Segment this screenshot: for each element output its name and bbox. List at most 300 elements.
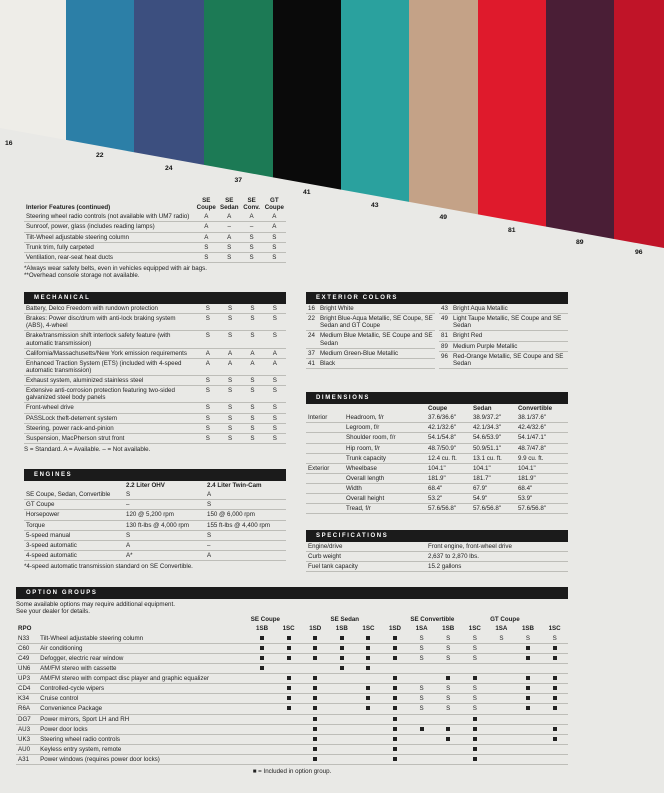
option-intro-2: See your dealer for details. [16, 608, 90, 616]
mechanical-row-cell: S [219, 403, 241, 413]
interior-row-cell: A [195, 232, 218, 242]
mechanical-row-cell: S [264, 386, 286, 403]
option-code: 1SB [442, 625, 455, 633]
included-square-icon [393, 676, 397, 680]
option-mark [515, 663, 542, 673]
swatch-89 [546, 0, 614, 239]
option-mark [515, 744, 542, 754]
dimension-row-cell: 37.6/36.6" [426, 413, 471, 423]
included-square-icon [420, 727, 424, 731]
mechanical-row-cell: Suspension, MacPherson strut front [24, 433, 197, 443]
exterior-colors-right [439, 304, 568, 369]
included-square-icon [393, 646, 397, 650]
included-square-icon [393, 727, 397, 731]
option-mark [515, 694, 542, 704]
option-mark [249, 653, 276, 663]
mechanical-row-cell: S [241, 331, 263, 348]
interior-row-cell: S [263, 242, 286, 252]
engine-row-cell: S [205, 500, 286, 510]
option-code: 1SC [468, 625, 481, 633]
included-square-icon [393, 656, 397, 660]
option-mark [275, 714, 302, 724]
mechanical-row-cell: Extensive anti-corrosion protection featuring two-sided galvanized steel body panels [24, 386, 197, 403]
swatch-number-41: 41 [303, 189, 311, 197]
interior-row-cell: A [241, 212, 263, 222]
included-square-icon [446, 737, 450, 741]
swatch-number-49: 49 [439, 214, 448, 222]
option-rpo: R6A [16, 704, 38, 714]
option-mark [408, 744, 435, 754]
option-mark [515, 724, 542, 734]
dimension-row-cell: 54.6/53.9" [471, 433, 516, 443]
option-groups-section [16, 587, 568, 775]
included-square-icon [287, 636, 291, 640]
mechanical-row [24, 413, 286, 423]
engine-row-cell: Torque [24, 520, 124, 530]
dimension-row-cell [306, 443, 344, 453]
dim-col-sedan: Sedan [472, 405, 492, 412]
engine-row-cell: SE Coupe, Sedan, Convertible [24, 490, 124, 500]
option-mark [541, 663, 568, 673]
option-mark: S [408, 684, 435, 694]
option-mark [462, 755, 489, 765]
dimension-row-cell: 48.7/50.9" [426, 443, 471, 453]
option-mark [435, 744, 462, 754]
mechanical-row-cell: S [197, 386, 219, 403]
included-square-icon [287, 656, 291, 660]
option-desc: Tilt-Wheel adjustable steering column [38, 634, 249, 644]
mechanical-row-cell: S [219, 304, 241, 314]
mechanical-row-cell: S [197, 423, 219, 433]
included-square-icon [553, 646, 557, 650]
mechanical-row-cell: S [264, 314, 286, 331]
swatch-number-37: 37 [234, 177, 243, 185]
included-square-icon [553, 696, 557, 700]
included-square-icon [393, 686, 397, 690]
dimension-row-cell: 57.6/56.8" [471, 504, 516, 514]
included-square-icon [553, 686, 557, 690]
option-mark [275, 734, 302, 744]
exterior-color-row-cell: Bright Aqua Metallic [451, 304, 568, 314]
mechanical-row-cell: S [241, 423, 263, 433]
option-mark [488, 755, 515, 765]
included-square-icon [313, 686, 317, 690]
option-mark [275, 694, 302, 704]
option-mark [382, 674, 409, 684]
option-row [16, 724, 568, 734]
dimension-row-cell: Width [344, 484, 426, 494]
option-rpo: AU0 [16, 744, 38, 754]
swatch-number-22: 22 [96, 152, 104, 160]
option-mark [435, 734, 462, 744]
option-mark: S [462, 643, 489, 653]
option-mark [382, 694, 409, 704]
option-code: 1SA [415, 625, 428, 633]
mechanical-row-cell: S [241, 314, 263, 331]
option-mark [435, 663, 462, 673]
col-se-sedan: SE Sedan [219, 197, 239, 212]
mechanical-row-cell: S [197, 376, 219, 386]
engines-table [24, 481, 286, 561]
engine-row-cell: 5-speed manual [24, 530, 124, 540]
exterior-color-row-cell: 16 [306, 304, 318, 314]
option-mark [249, 694, 276, 704]
option-mark: S [435, 694, 462, 704]
option-mark [541, 755, 568, 765]
option-mark: S [515, 634, 542, 644]
exterior-color-row-cell: 22 [306, 314, 318, 331]
option-mark [435, 714, 462, 724]
option-mark [329, 714, 356, 724]
exterior-color-row-cell: Medium Purple Metallic [451, 341, 568, 351]
swatch-49 [409, 0, 478, 214]
mechanical-row-cell: Enhanced Traction System (ETS) (included with 4-speed automatic transmission) [24, 358, 197, 375]
option-desc: Convenience Package [38, 704, 249, 714]
included-square-icon [260, 656, 264, 660]
option-mark [382, 734, 409, 744]
engine-row [24, 500, 286, 510]
interior-note-2: **Overhead console storage not available. [24, 272, 140, 279]
mechanical-row [24, 358, 286, 375]
mechanical-row [24, 304, 286, 314]
specification-row-cell: 15.2 gallons [426, 562, 568, 572]
dimension-row [306, 463, 568, 473]
mechanical-table [24, 304, 286, 444]
dimension-row-cell: 57.6/56.8" [516, 504, 568, 514]
mechanical-row-cell: Exhaust system, aluminized stainless steel [24, 376, 197, 386]
option-mark: S [435, 643, 462, 653]
mechanical-row-cell: S [219, 314, 241, 331]
option-desc: Cruise control [38, 694, 249, 704]
included-square-icon [446, 727, 450, 731]
dimension-row-cell: 53.9" [516, 494, 568, 504]
mechanical-row [24, 386, 286, 403]
option-mark [382, 634, 409, 644]
mechanical-row-cell: S [197, 331, 219, 348]
option-mark [382, 684, 409, 694]
engines-section [24, 469, 286, 570]
specification-row [306, 552, 568, 562]
engine-row [24, 550, 286, 560]
swatch-96 [614, 0, 664, 248]
engine-row-cell: – [205, 540, 286, 550]
exterior-color-row-cell: 24 [306, 331, 318, 348]
exterior-color-row-cell: 37 [306, 348, 318, 358]
option-mark [355, 724, 382, 734]
exterior-color-row [306, 304, 435, 314]
dimension-row-cell: Tread, f/r [344, 504, 426, 514]
option-mark [382, 663, 409, 673]
mechanical-row-cell: A [264, 348, 286, 358]
included-square-icon [553, 676, 557, 680]
option-mark [249, 714, 276, 724]
option-mark [355, 714, 382, 724]
option-mark [275, 704, 302, 714]
option-mark [329, 634, 356, 644]
mechanical-row-cell: S [197, 433, 219, 443]
included-square-icon [260, 636, 264, 640]
option-row [16, 694, 568, 704]
dimension-row-cell: 50.9/51.1" [471, 443, 516, 453]
option-mark [249, 634, 276, 644]
option-mark: S [462, 704, 489, 714]
option-mark [488, 643, 515, 653]
dimension-row-cell: Wheelbase [344, 463, 426, 473]
option-rpo: C49 [16, 653, 38, 663]
dimension-row-cell [306, 494, 344, 504]
option-mark [488, 653, 515, 663]
interior-row-cell: A [263, 222, 286, 232]
mechanical-row-cell: S [264, 304, 286, 314]
engine-row-cell: 3-speed automatic [24, 540, 124, 550]
option-mark: S [462, 694, 489, 704]
option-groups-table [16, 615, 568, 765]
specification-row [306, 542, 568, 552]
exterior-color-row [439, 341, 568, 351]
option-mark [382, 755, 409, 765]
option-desc: Defogger, electric rear window [38, 653, 249, 663]
option-mark [462, 734, 489, 744]
option-mark [382, 724, 409, 734]
option-mark [275, 755, 302, 765]
mechanical-row-cell: S [219, 376, 241, 386]
dimension-row-cell: 68.4" [426, 484, 471, 494]
exterior-color-row [439, 304, 568, 314]
option-mark [249, 744, 276, 754]
mechanical-row-cell: S [241, 386, 263, 403]
included-square-icon [366, 706, 370, 710]
option-mark [275, 684, 302, 694]
option-mark [355, 704, 382, 714]
swatch-41 [273, 0, 341, 190]
option-mark: S [435, 684, 462, 694]
dimension-row-cell: Hip room, f/r [344, 443, 426, 453]
mechanical-row-cell: S [219, 413, 241, 423]
option-mark: S [435, 704, 462, 714]
exterior-colors-header: EXTERIOR COLORS [306, 292, 568, 304]
interior-row-cell: S [195, 242, 218, 252]
included-square-icon [366, 696, 370, 700]
included-square-icon [313, 636, 317, 640]
mechanical-row-cell: PASSLock theft-deterrent system [24, 413, 197, 423]
specifications-header: SPECIFICATIONS [306, 530, 568, 542]
mechanical-row-cell: S [264, 331, 286, 348]
mechanical-row-cell: Steering, power rack-and-pinion [24, 423, 197, 433]
engine-row [24, 490, 286, 500]
mechanical-header: MECHANICAL [24, 292, 286, 304]
interior-heading: Interior Features (continued) [26, 204, 111, 212]
option-mark [462, 724, 489, 734]
option-mark [302, 734, 329, 744]
included-square-icon [260, 646, 264, 650]
exterior-color-row-cell: 41 [306, 358, 318, 368]
specification-row-cell: Front engine, front-wheel drive [426, 542, 568, 552]
option-mark: S [435, 634, 462, 644]
engine-col-2: 2.4 Liter Twin-Cam [207, 482, 262, 489]
option-mark [462, 744, 489, 754]
option-mark [541, 744, 568, 754]
option-mark [382, 653, 409, 663]
option-mark [488, 724, 515, 734]
mechanical-row-cell: A [197, 348, 219, 358]
option-mark [302, 674, 329, 684]
included-square-icon [473, 717, 477, 721]
option-blank [38, 624, 249, 633]
dimension-row-cell: 181.9" [426, 473, 471, 483]
option-mark [249, 724, 276, 734]
option-footnote: ■ = Included in option group. [252, 768, 332, 776]
option-mark [515, 704, 542, 714]
option-mark [249, 734, 276, 744]
option-row [16, 663, 568, 673]
engine-row-cell: A [205, 550, 286, 560]
mechanical-row-cell: S [241, 433, 263, 443]
option-row [16, 634, 568, 644]
option-mark [329, 724, 356, 734]
option-mark [408, 663, 435, 673]
option-mark [435, 724, 462, 734]
mechanical-row-cell: S [197, 304, 219, 314]
mechanical-row-cell: S [241, 413, 263, 423]
option-code: 1SA [495, 625, 508, 633]
engine-row-cell: 120 @ 5,200 rpm [124, 510, 205, 520]
option-mark [355, 674, 382, 684]
option-desc: Power windows (requires power door locks) [38, 755, 249, 765]
engine-row-cell: Horsepower [24, 510, 124, 520]
option-codes [16, 624, 568, 633]
interior-row-cell: S [241, 252, 263, 262]
specification-row [306, 562, 568, 572]
option-mark [382, 643, 409, 653]
included-square-icon [313, 717, 317, 721]
exterior-color-row-cell: Bright Blue-Aqua Metallic, SE Coupe, SE Sedan and GT Coupe [318, 314, 435, 331]
mechanical-row-cell: A [197, 358, 219, 375]
option-mark [249, 684, 276, 694]
mechanical-row-cell: S [264, 413, 286, 423]
engine-row-cell: 155 ft-lbs @ 4,400 rpm [205, 520, 286, 530]
interior-features-section [24, 196, 286, 279]
dimension-row-cell [306, 433, 344, 443]
exterior-color-row-cell: 43 [439, 304, 451, 314]
option-blank [38, 615, 249, 624]
option-mark: S [541, 634, 568, 644]
included-square-icon [313, 696, 317, 700]
swatch-24 [134, 0, 204, 165]
mechanical-row-cell: Brake/transmission shift interlock safety feature (with automatic transmission) [24, 331, 197, 348]
option-mark [462, 714, 489, 724]
option-mark [355, 755, 382, 765]
dimension-row-cell: 42.4/32.6" [516, 423, 568, 433]
included-square-icon [553, 727, 557, 731]
option-mark [408, 724, 435, 734]
engine-row [24, 520, 286, 530]
mechanical-row [24, 403, 286, 413]
mechanical-row-cell: S [264, 423, 286, 433]
dim-col-coupe: Coupe [428, 405, 448, 412]
included-square-icon [526, 696, 530, 700]
dimension-row [306, 433, 568, 443]
option-mark: S [408, 634, 435, 644]
mechanical-row-cell: S [264, 376, 286, 386]
interior-row-cell: S [241, 242, 263, 252]
engine-row-cell: 130 ft-lbs @ 4,000 rpm [124, 520, 205, 530]
dimensions-table [306, 404, 568, 514]
included-square-icon [260, 666, 264, 670]
interior-row-cell: A [218, 212, 241, 222]
option-mark: S [462, 684, 489, 694]
mechanical-row-cell: S [197, 413, 219, 423]
option-mark [541, 653, 568, 663]
option-row [16, 684, 568, 694]
option-mark [275, 634, 302, 644]
option-rpo: N33 [16, 634, 38, 644]
swatch-number-81: 81 [508, 226, 516, 234]
option-row [16, 643, 568, 653]
option-mark [302, 724, 329, 734]
exterior-colors-section [306, 292, 568, 369]
option-mark [329, 755, 356, 765]
option-mark: S [408, 704, 435, 714]
included-square-icon [287, 676, 291, 680]
option-mark [408, 674, 435, 684]
engines-header: ENGINES [24, 469, 286, 481]
exterior-color-row-cell: 96 [439, 351, 451, 368]
option-desc: Steering wheel radio controls [38, 734, 249, 744]
option-mark [249, 643, 276, 653]
exterior-color-row-cell: Light Taupe Metallic, SE Coupe and SE Sedan [451, 314, 568, 331]
option-rpo: DG7 [16, 714, 38, 724]
included-square-icon [473, 747, 477, 751]
mechanical-row [24, 376, 286, 386]
interior-row-cell: Trunk trim, fully carpeted [24, 242, 195, 252]
exterior-color-row [439, 331, 568, 341]
swatch-43 [341, 0, 409, 202]
option-mark [488, 663, 515, 673]
mechanical-row-cell: A [241, 358, 263, 375]
interior-row-cell: S [241, 232, 263, 242]
option-rpo: C60 [16, 643, 38, 653]
interior-row [24, 252, 286, 262]
included-square-icon [526, 656, 530, 660]
option-mark [541, 674, 568, 684]
option-mark [355, 653, 382, 663]
engine-row-cell: GT Coupe [24, 500, 124, 510]
dimension-row-cell: 42.1/32.6" [426, 423, 471, 433]
option-mark [462, 663, 489, 673]
included-square-icon [366, 646, 370, 650]
option-mark [488, 734, 515, 744]
option-mark [355, 634, 382, 644]
option-mark [249, 674, 276, 684]
option-mark [329, 744, 356, 754]
included-square-icon [287, 696, 291, 700]
option-mark [435, 674, 462, 684]
option-mark [515, 684, 542, 694]
option-mark [541, 734, 568, 744]
included-square-icon [366, 636, 370, 640]
exterior-color-row-cell: Bright Red [451, 331, 568, 341]
engine-row-cell: A [124, 540, 205, 550]
specification-row-cell: Engine/drive [306, 542, 426, 552]
engine-row-cell: S [124, 490, 205, 500]
option-mark: S [462, 653, 489, 663]
option-mark [488, 744, 515, 754]
dimension-row-cell: 12.4 cu. ft. [426, 453, 471, 463]
option-mark [435, 755, 462, 765]
option-mark [541, 724, 568, 734]
engine-row-cell: S [124, 530, 205, 540]
option-desc: Keyless entry system, remote [38, 744, 249, 754]
